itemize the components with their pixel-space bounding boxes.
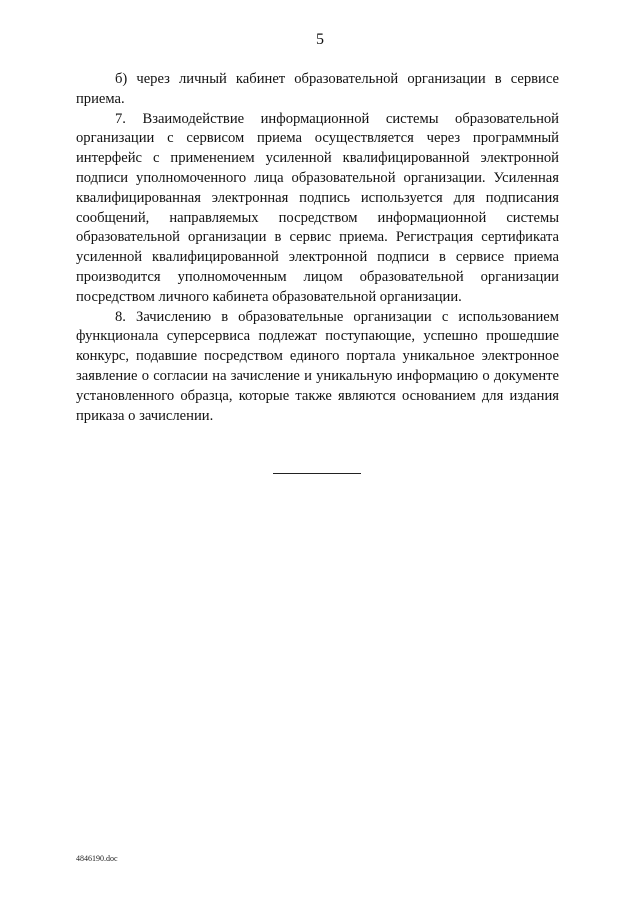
paragraph-b-personal-cabinet: б) через личный кабинет образовательной организации в сервисе приема. — [76, 71, 559, 107]
paragraph-8-enrollment: 8. Зачислению в образовательные организации с использованием функционала суперсервиса подлежат поступающие, успешно прошедшие конкурс, подавшие посредством единого портала уникальное электронное заявление о согласии на зачисление и уникальную информацию о документе установленного образца, которые также являются основанием для издания приказа о зачислении. — [76, 308, 559, 424]
document-body — [76, 70, 559, 426]
end-divider-line — [273, 473, 361, 474]
paragraph-7-interaction: 7. Взаимодействие информационной системы образовательной организации с сервисом приема осуществляется через программный интерфейс с применением усиленной квалифицированной электронной подписи уполномоченного лица образовательной организации. Усиленная квалифицированная электронная подпись используется для подписания сообщений, направляемых посредством информационной системы образовательной организации в сервис приема. Регистрация сертификата усиленной квалифицированной электронной подписи в сервисе приема производится уполномоченным лицом образовательной организации посредством личного кабинета образовательной организации. — [76, 110, 559, 305]
page-number: 5 — [316, 31, 324, 48]
footer-file-name: 4846190.doc — [76, 854, 118, 863]
